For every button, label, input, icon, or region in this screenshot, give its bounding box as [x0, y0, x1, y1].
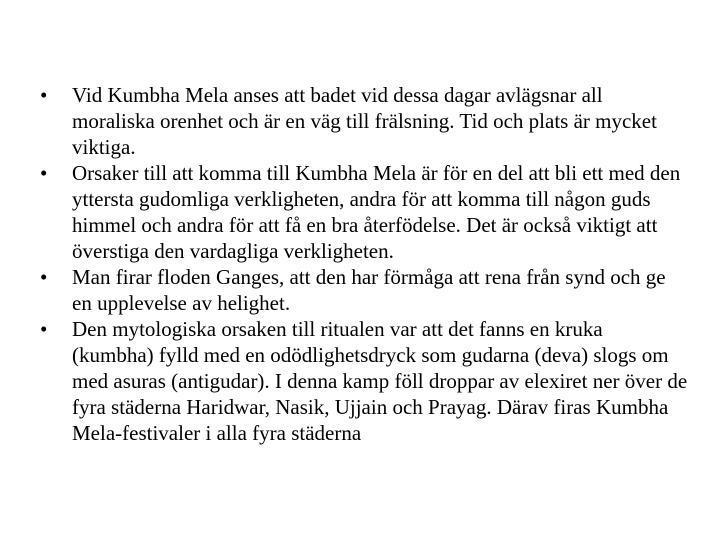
bullet-text: Den mytologiska orsaken till ritualen var att det fanns en kruka (kumbha) fylld med en odödlighetsdryck som gudarna (deva) slogs om med asuras (antigudar). I denna kamp föll droppar av elexiret ner över de fyra städerna Haridwar, Nasik, Ujjain och Prayag. Därav firas Kumbha Mela-festivaler i alla fyra städerna [72, 317, 688, 445]
bullet-marker: • [40, 317, 48, 341]
bullet-list [40, 82, 688, 446]
bullet-marker: • [40, 83, 48, 107]
bullet-marker: • [40, 265, 48, 289]
bullet-item-ganges [40, 264, 688, 316]
bullet-text: Orsaker till att komma till Kumbha Mela är för en del att bli ett med den yttersta gudomliga verkligheten, andra för att komma till någon guds himmel och andra för att få en bra återfödelse. Det är också viktigt att överstiga den vardagliga verkligheten. [72, 161, 681, 263]
bullet-text: Vid Kumbha Mela anses att badet vid dessa dagar avlägsnar all moraliska orenhet och är en väg till frälsning. Tid och plats är mycket viktiga. [72, 83, 657, 159]
bullet-item-ritual-bath [40, 82, 688, 160]
bullet-text: Man firar floden Ganges, att den har förmåga att rena från synd och ge en upplevelse av helighet. [72, 265, 666, 315]
bullet-item-mythology [40, 316, 688, 446]
bullet-marker: • [40, 161, 48, 185]
bullet-item-reasons [40, 160, 688, 264]
